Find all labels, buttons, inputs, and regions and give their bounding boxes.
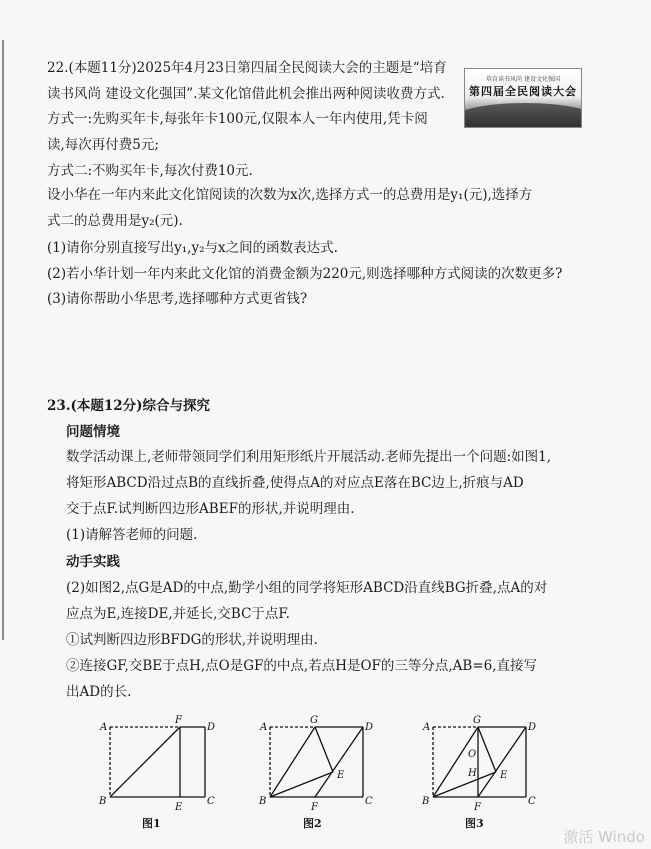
fig1-label-b: B	[99, 796, 107, 807]
fig3-segment-ge	[478, 727, 496, 772]
fig2-label-c: C	[365, 796, 373, 807]
fig3-label-f: F	[474, 802, 481, 812]
q23-text-9: 出AD的长.	[66, 684, 132, 700]
fig1-label-d: D	[207, 722, 216, 733]
fig3-label-b: B	[422, 796, 430, 807]
banner-title: 第四届全民阅读大会	[469, 85, 577, 98]
figure-3-caption: 图3	[465, 817, 484, 830]
q23-text-6: 应点为E,连接DE,并延长,交BC于点F.	[66, 606, 290, 622]
fig1-label-e: E	[175, 802, 183, 812]
figure-1-caption: 图1	[142, 817, 161, 830]
fig3-label-c: C	[528, 796, 536, 807]
figure-2-caption: 图2	[303, 817, 322, 830]
q23-part-1: (1)请解答老师的问题.	[66, 527, 198, 543]
q22-line-2: 读书风尚 建设文化强国”.某文化馆借此机会推出两种阅读收费方式.	[47, 86, 445, 102]
fig2-label-g: G	[310, 715, 318, 726]
fig3-crease-bg	[433, 727, 478, 797]
activation-watermark: 激活 Windo	[563, 828, 645, 846]
fig3-label-e: E	[500, 770, 508, 781]
figure-3	[418, 712, 548, 812]
q23-part-2-2: ②连接GF,交BE于点H,点O是GF的中点,若点H是OF的三等分点,AB=6,直接写	[66, 658, 538, 674]
q22-part-3: (3)请你帮助小华思考,选择哪种方式更省钱?	[47, 291, 308, 307]
fig2-label-d: D	[365, 722, 374, 733]
q23-text-1: 数学活动课上,老师带领同学们利用矩形纸片开展活动.老师先提出一个问题:如图1,	[66, 449, 552, 465]
q22-line-5: 方式二:不购买年卡,每次付费10元.	[47, 163, 253, 179]
fig3-segment-df	[478, 727, 526, 797]
q23-section-practice: 动手实践	[66, 554, 120, 570]
fig2-label-e: E	[337, 770, 345, 781]
fig2-segment-ge	[315, 727, 333, 772]
fig1-label-f: F	[175, 715, 182, 726]
banner-slogan: 培育读书风尚 建设文化强国	[486, 76, 560, 83]
q22-part-2: (2)若小华计划一年内来此文化馆的消费金额为220元,则选择哪种方式阅读的次数更多?	[47, 266, 563, 282]
q22-line-7: 式二的总费用是y₂(元).	[47, 213, 183, 229]
q23-text-5: (2)如图2,点G是AD的中点,勤学小组的同学将矩形ABCD沿直线BG折叠,点A的对	[66, 580, 548, 596]
q22-line-6: 设小华在一年内来此文化馆阅读的次数为x次,选择方式一的总费用是y₁(元),选择方	[47, 187, 533, 203]
q22-part-1: (1)请你分别直接写出y₁,y₂与x之间的函数表达式.	[47, 240, 338, 256]
reading-conference-banner	[464, 68, 582, 128]
fig3-label-d: D	[528, 722, 537, 733]
fig2-label-b: B	[259, 796, 267, 807]
figure-1	[95, 712, 225, 812]
q22-line-1: 22.(本题11分)2025年4月23日第四届全民阅读大会的主题是“培育	[47, 60, 447, 76]
fig2-segment-df	[315, 727, 363, 797]
fig2-crease-bg	[270, 727, 315, 797]
fig1-label-a: A	[100, 722, 108, 733]
fig3-label-a: A	[423, 722, 431, 733]
q23-text-3: 交于点F.试判断四边形ABEF的形状,并说明理由.	[66, 501, 355, 517]
page-edge-line	[2, 40, 4, 640]
q23-heading: 23.(本题12分)综合与探究	[47, 398, 211, 414]
fig2-label-f: F	[311, 802, 318, 812]
q22-line-4: 读,每次再付费5元;	[47, 137, 159, 153]
figure-2	[255, 712, 385, 812]
fig3-label-o: O	[468, 749, 477, 760]
q22-line-3: 方式一:先购买年卡,每张年卡100元,仅限本人一年内使用,凭卡阅	[47, 111, 428, 127]
fig3-label-h: H	[468, 768, 477, 779]
fig2-label-a: A	[260, 722, 268, 733]
q23-text-2: 将矩形ABCD沿过点B的直线折叠,使得点A的对应点E落在BC边上,折痕与AD	[66, 475, 524, 491]
fig3-label-g: G	[473, 715, 481, 726]
q23-part-2-1: ①试判断四边形BFDG的形状,并说明理由.	[66, 632, 318, 648]
banner-wave-graphic	[464, 103, 582, 128]
fig1-crease-bf	[110, 727, 180, 797]
fig1-label-c: C	[207, 796, 215, 807]
q23-section-problem: 问题情境	[66, 424, 120, 440]
